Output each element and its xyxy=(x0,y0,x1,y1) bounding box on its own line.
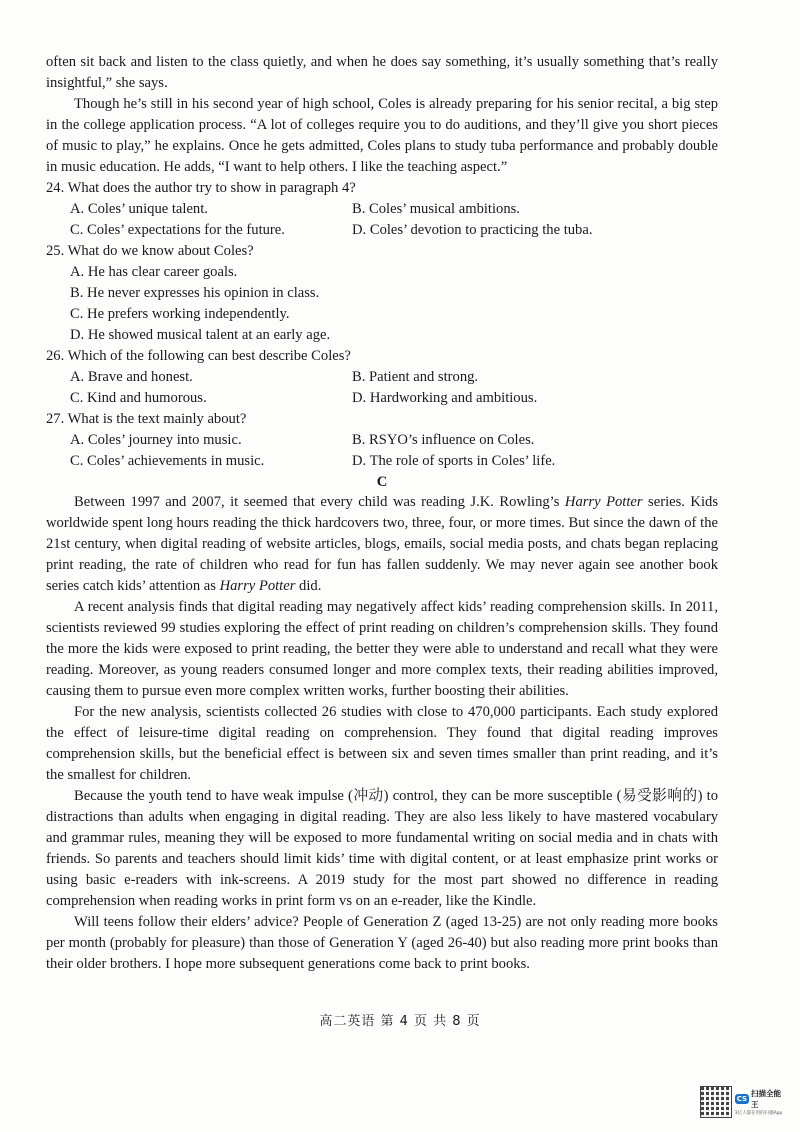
text-span: did. xyxy=(295,578,322,594)
passage-c-paragraph: Will teens follow their elders’ advice? People of Generation Z (aged 13-25) are not only reading more books per month (probably for pleasure) than those of Generation Y (aged 26-40) but also reading more print books than their older brothers. I hope more subsequent generations come back to print books. xyxy=(46,914,718,972)
option-d: D. Hardworking and ambitious. xyxy=(352,390,538,406)
option-d: D. Coles’ devotion to practicing the tuba. xyxy=(352,222,593,238)
option-b: B. RSYO’s influence on Coles. xyxy=(352,432,535,448)
page-content xyxy=(46,52,718,975)
question-stem: 27. What is the text mainly about? xyxy=(46,411,247,427)
passage-c-paragraph: A recent analysis finds that digital reading may negatively affect kids’ reading comprehension skills. In 2011, scientists reviewed 99 studies exploring the effect of print reading on children’s comprehension skills. They found the more the kids were exposed to print reading, the better they were able to understand and recall what they were reading. Moreover, as young readers consumed longer and more complex texts, their reading abilities improved, causing them to pursue even more complex written works, further boosting their abilities. xyxy=(46,599,718,699)
question-24 xyxy=(46,178,718,241)
option-c: C. Coles’ expectations for the future. xyxy=(70,222,285,238)
option-b: B. Coles’ musical ambitions. xyxy=(352,201,520,217)
camscanner-logo: CS xyxy=(736,1095,748,1103)
question-27 xyxy=(46,409,718,472)
option-c: C. He prefers working independently. xyxy=(70,306,290,322)
question-stem: 26. Which of the following can best describe Coles? xyxy=(46,348,351,364)
book-title: Harry Potter xyxy=(219,578,296,594)
passage-c-paragraph: For the new analysis, scientists collected 26 studies with close to 470,000 participants. Each study explored the effect of leisure-time digital reading on comprehension. They found that digital reading improves comprehension skills, but the beneficial effect is between six and seven times smaller than print reading, and it’s the smallest for children. xyxy=(46,704,718,783)
question-25 xyxy=(46,241,718,346)
option-b: B. Patient and strong. xyxy=(352,369,479,385)
scanner-tagline: 3亿人都在用的扫描App xyxy=(734,1111,783,1116)
option-a: A. Coles’ unique talent. xyxy=(70,201,208,217)
passage-c-paragraph xyxy=(46,492,718,597)
question-stem: 24. What does the author try to show in paragraph 4? xyxy=(46,180,356,196)
option-c: C. Kind and humorous. xyxy=(70,390,207,406)
option-d: D. The role of sports in Coles’ life. xyxy=(352,453,556,469)
scanner-watermark xyxy=(700,1086,788,1118)
page-footer: 高二英语 第 4 页 共 8 页 xyxy=(319,1014,481,1029)
text-span: Between 1997 and 2007, it seemed that every child was reading J.K. Rowling’s xyxy=(74,494,565,510)
option-c: C. Coles’ achievements in music. xyxy=(70,453,265,469)
question-26 xyxy=(46,346,718,409)
option-a: A. He has clear career goals. xyxy=(70,264,238,280)
passage-c-paragraph: Because the youth tend to have weak impulse (冲动) control, they can be more susceptible (易受影响的) to distractions than adults when engaging in digital reading. They are also less likely to have mastered vocabulary and grammar rules, meaning they will be exposed to more fundamental writing on social media and in chats with friends. So parents and teachers should limit kids’ time with digital content, or at least emphasize print works or using basic e-readers with ink-screens. A 2019 study for the most part showed no difference in reading comprehension when reading works in print form vs on an e-reader, like the Kindle. xyxy=(46,788,718,909)
text-span: series. Kids worldwide spent long hours reading the thick hardcovers two, three, four, or more times. But since the dawn of the 21st century, when digital reading of website articles, blogs, emails, social media posts, and chats began replacing print reading, the rate of children who read for fun has fallen suddenly. We may never again see another book series catch kids’ attention as xyxy=(46,494,718,594)
scanner-name: 扫描全能王 xyxy=(751,1089,782,1109)
qr-code-icon xyxy=(700,1086,732,1118)
option-a: A. Coles’ journey into music. xyxy=(70,432,242,448)
passage-b-paragraph: Though he’s still in his second year of high school, Coles is already preparing for his senior recital, a big step in the college application process. “A lot of colleges require you to do auditions, and they’ll give you short pieces of music to play,” he explains. Once he gets admitted, Coles plans to study tuba performance and probably double in music education. He adds, “I want to help others. I like the teaching aspect.” xyxy=(46,96,718,175)
option-d: D. He showed musical talent at an early age. xyxy=(70,327,331,343)
option-a: A. Brave and honest. xyxy=(70,369,193,385)
passage-b-paragraph: often sit back and listen to the class quietly, and when he does say something, it’s usually something that’s really insightful,” she says. xyxy=(46,54,718,91)
section-heading: C xyxy=(376,474,388,490)
book-title: Harry Potter xyxy=(564,494,643,510)
question-stem: 25. What do we know about Coles? xyxy=(46,243,254,259)
option-b: B. He never expresses his opinion in class. xyxy=(70,285,320,301)
